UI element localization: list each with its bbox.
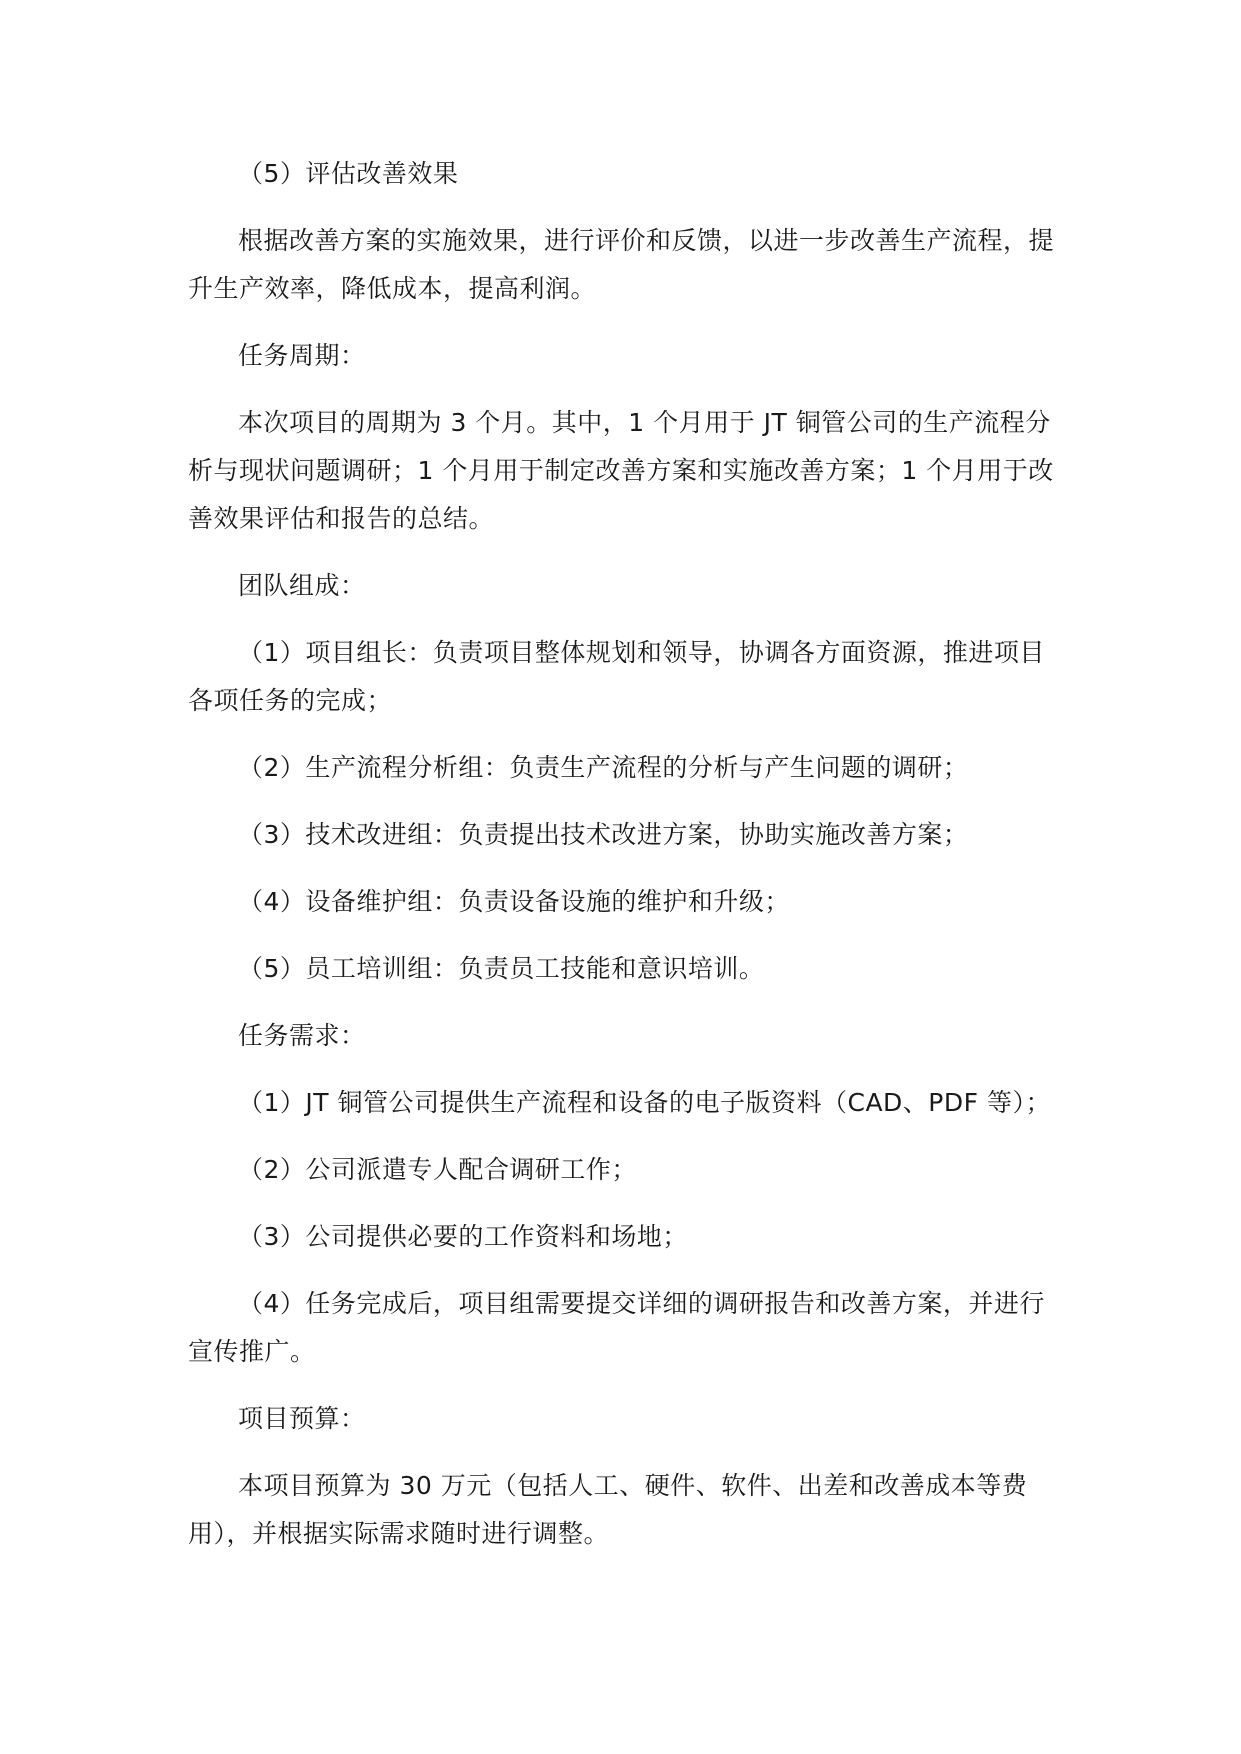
team-item-training: （5）员工培训组：负责员工技能和意识培训。 (238, 954, 765, 983)
requirement-item-2: （2）公司派遣专人配合调研工作； (238, 1155, 637, 1184)
heading-budget: 项目预算： (238, 1404, 366, 1433)
subheading-evaluate-effect: （5）评估改善效果 (238, 159, 459, 188)
requirement-item-3: （3）公司提供必要的工作资料和场地； (238, 1222, 688, 1251)
requirement-item-4: （4）任务完成后，项目组需要提交详细的调研报告和改善方案，并进行宣传推广。 (188, 1289, 1045, 1366)
heading-task-period: 任务周期： (238, 341, 366, 370)
heading-requirements: 任务需求： (238, 1021, 366, 1050)
document-body (188, 150, 1056, 1577)
paragraph-evaluate-effect: 根据改善方案的实施效果，进行评价和反馈，以进一步改善生产流程，提升生产效率，降低成本，提高利润。 (188, 226, 1055, 303)
team-item-tech: （3）技术改进组：负责提出技术改进方案，协助实施改善方案； (238, 820, 969, 849)
team-item-leader: （1）项目组长：负责项目整体规划和领导，协调各方面资源，推进项目各项任务的完成； (188, 638, 1045, 715)
team-item-maintenance: （4）设备维护组：负责设备设施的维护和升级； (238, 887, 790, 916)
requirement-item-1: （1）JT 铜管公司提供生产流程和设备的电子版资料（CAD、PDF 等）； (238, 1088, 1051, 1117)
paragraph-task-period: 本次项目的周期为 3 个月。其中，1 个月用于 JT 铜管公司的生产流程分析与现状问题调研；1 个月用于制定改善方案和实施改善方案；1 个月用于改善效果评估和报告的总结。 (188, 408, 1054, 533)
team-item-analysis: （2）生产流程分析组：负责生产流程的分析与产生问题的调研； (238, 753, 969, 782)
paragraph-budget: 本项目预算为 30 万元（包括人工、硬件、软件、出差和改善成本等费用），并根据实际需求随时进行调整。 (188, 1471, 1028, 1548)
heading-team: 团队组成： (238, 571, 366, 600)
